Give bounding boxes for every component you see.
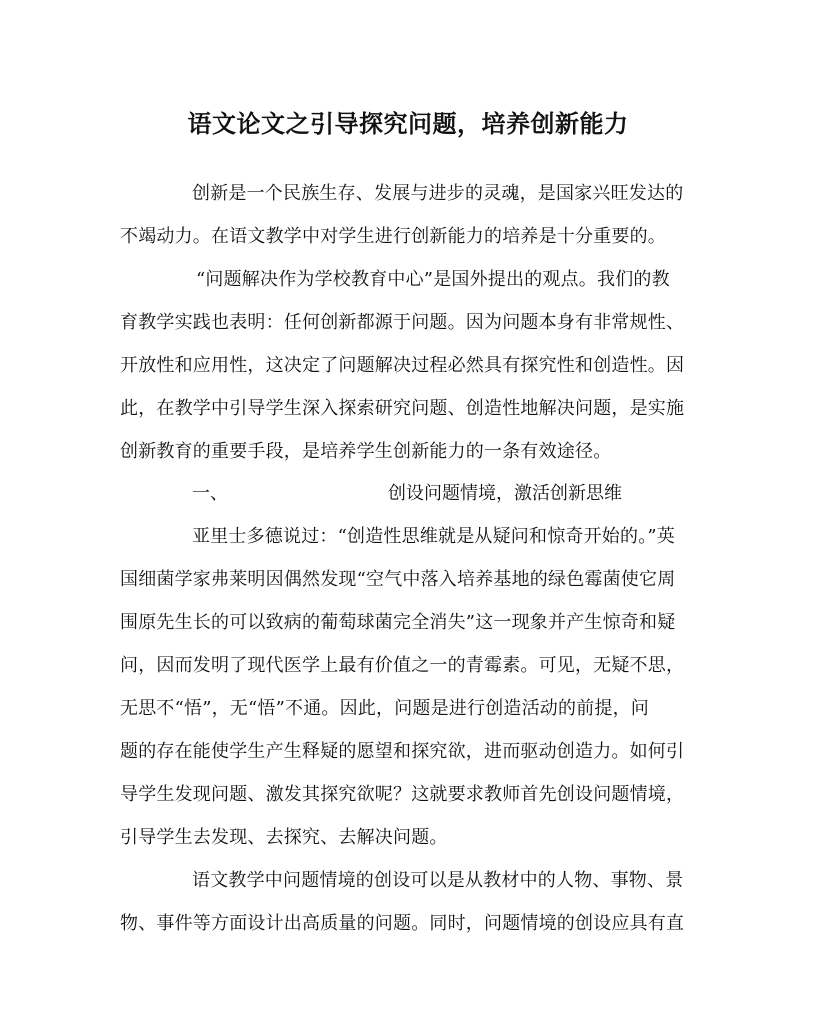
paragraph-4-line-2: 物、事件等方面设计出高质量的问题。同时，问题情境的创设应具有直	[120, 913, 685, 934]
paragraph-3-line-3: 围原先生长的可以致病的葡萄球菌完全消失”这一现象并产生惊奇和疑	[120, 612, 676, 633]
paragraph-3-line-8: 引导学生去发现、去探究、去解决问题。	[120, 827, 448, 848]
paragraph-1-line-1: 创新是一个民族生存、发展与进步的灵魂，是国家兴旺发达的	[192, 183, 684, 204]
paragraph-2-line-5: 创新教育的重要手段，是培养学生创新能力的一条有效途径。	[120, 441, 612, 462]
paragraph-3-line-2: 国细菌学家弗莱明因偶然发现“空气中落入培养基地的绿色霉菌使它周	[120, 569, 676, 590]
paragraph-3-line-1: 亚里士多德说过：“创造性思维就是从疑问和惊奇开始的。”英	[192, 526, 676, 547]
paragraph-4-line-1: 语文教学中问题情境的创设可以是从教材中的人物、事物、景	[192, 870, 684, 891]
section-1-heading: 创设问题情境，激活创新思维	[388, 483, 622, 504]
page-title: 语文论文之引导探究问题，培养创新能力	[187, 109, 629, 138]
paragraph-3-line-5: 无思不“悟”，无“悟”不通。因此，问题是进行创造活动的前提，问	[120, 698, 650, 719]
paragraph-2-line-1: “问题解决作为学校教育中心”是国外提出的观点。我们的教	[196, 269, 670, 290]
paragraph-2-line-3: 开放性和应用性，这决定了问题解决过程必然具有探究性和创造性。因	[120, 355, 685, 376]
paragraph-2-line-4: 此，在教学中引导学生深入探索研究问题、创造性地解决问题，是实施	[120, 398, 685, 419]
paragraph-1-line-2: 不竭动力。在语文教学中对学生进行创新能力的培养是十分重要的。	[120, 226, 666, 247]
paragraph-3-line-7: 导学生发现问题、激发其探究欲呢？这就要求教师首先创设问题情境，	[120, 784, 685, 805]
paragraph-3-line-6: 题的存在能使学生产生释疑的愿望和探究欲，进而驱动创造力。如何引	[120, 741, 685, 762]
section-1-number: 一、	[192, 483, 228, 504]
paragraph-2-line-2: 育教学实践也表明：任何创新都源于问题。因为问题本身有非常规性、	[120, 312, 685, 333]
paragraph-3-line-4: 问，因而发明了现代医学上最有价值之一的青霉素。可见，无疑不思，	[120, 655, 685, 676]
